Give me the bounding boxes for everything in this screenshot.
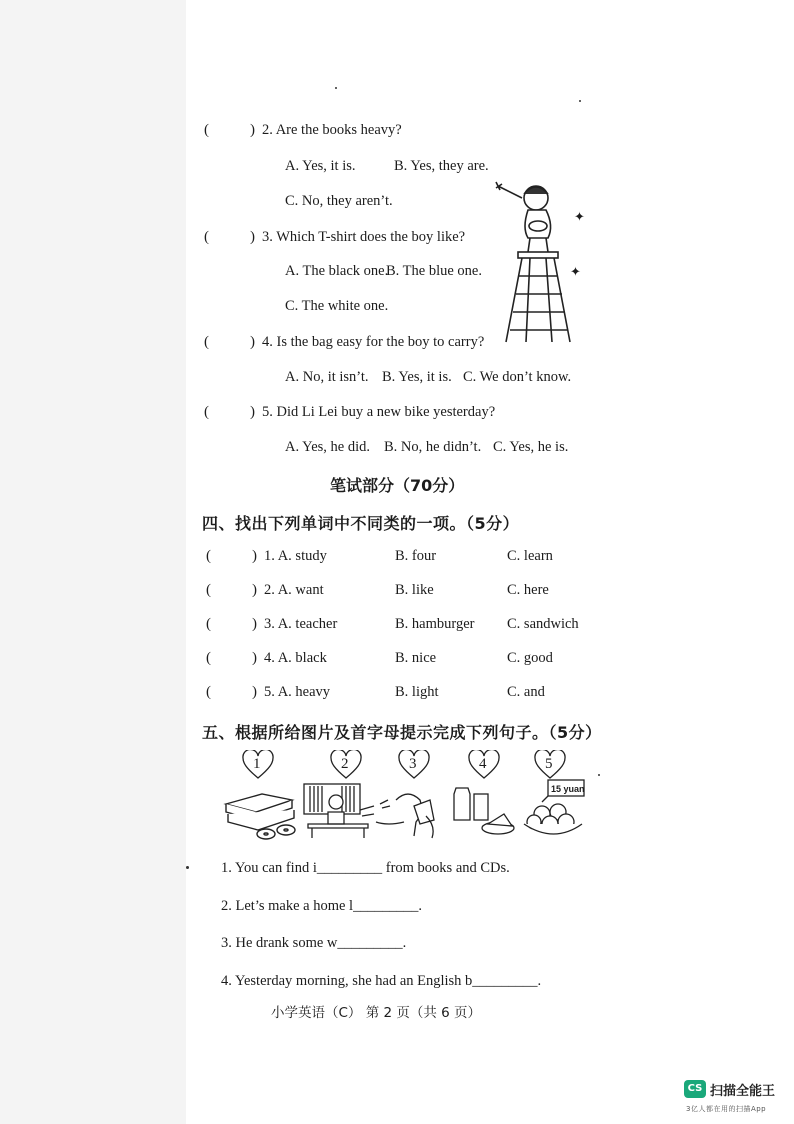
word-a: 2. A. want <box>264 582 324 598</box>
sentence-4: 4. Yesterday morning, she had an English b_________. <box>221 973 542 989</box>
camscanner-logo-icon: CS <box>684 1080 706 1098</box>
answer-paren-open: ( <box>204 229 209 245</box>
word-b: B. light <box>395 684 439 700</box>
answer-paren-open: ( <box>206 548 211 564</box>
section-4-title: 四、找出下列单词中不同类的一项。（5分） <box>202 514 520 533</box>
word-a: 1. A. study <box>264 548 327 564</box>
option-b: B. No, he didn’t. <box>384 439 482 455</box>
word-a: 3. A. teacher <box>264 616 338 632</box>
answer-paren-open: ( <box>206 684 211 700</box>
sparkle-icon: ✦ <box>574 209 585 224</box>
camscanner-tagline: 3亿人都在用的扫描App <box>686 1105 767 1113</box>
price-tag: 15 yuan <box>551 784 585 794</box>
drinking-man-picture <box>374 786 446 840</box>
scan-speck <box>579 100 581 102</box>
page-footer: 小学英语（C） 第 2 页（共 6 页） <box>271 1005 482 1021</box>
word-a: 5. A. heavy <box>264 684 331 700</box>
answer-paren-close: ) <box>250 229 255 245</box>
heart-number: 1 <box>253 756 261 772</box>
section-5-title: 五、根据所给图片及首字母提示完成下列句子。（5分） <box>202 723 602 742</box>
word-c: C. here <box>507 582 549 598</box>
scan-speck <box>186 866 189 869</box>
scan-speck <box>335 87 337 89</box>
answer-paren-close: ) <box>250 404 255 420</box>
scan-speck <box>598 774 600 776</box>
sparkle-icon: ✦ <box>570 264 581 279</box>
answer-paren-open: ( <box>206 582 211 598</box>
word-c: C. good <box>507 650 553 666</box>
heart-number: 5 <box>545 756 553 772</box>
heart-number: 2 <box>341 756 349 772</box>
sentence-2: 2. Let’s make a home l_________. <box>221 898 422 914</box>
heart-number: 4 <box>479 756 487 772</box>
answer-paren-close: ) <box>250 334 255 350</box>
option-c: C. The white one. <box>285 298 389 314</box>
written-part-title: 笔试部分（70分） <box>330 476 465 495</box>
option-c: C. We don’t know. <box>463 369 572 385</box>
option-c: C. No, they aren’t. <box>285 193 393 209</box>
breakfast-picture <box>450 780 524 840</box>
answer-paren-close: ) <box>252 650 257 666</box>
heart-number: 3 <box>409 756 417 772</box>
option-b: B. Yes, it is. <box>382 369 452 385</box>
question-2: 2. Are the books heavy? <box>262 122 402 138</box>
word-b: B. hamburger <box>395 616 475 632</box>
word-c: C. sandwich <box>507 616 579 632</box>
word-c: C. and <box>507 684 545 700</box>
option-b: B. Yes, they are. <box>394 158 489 174</box>
answer-paren-open: ( <box>204 334 209 350</box>
question-3: 3. Which T-shirt does the boy like? <box>262 229 466 245</box>
word-a: 4. A. black <box>264 650 327 666</box>
library-picture <box>302 780 376 840</box>
question-5: 5. Did Li Lei buy a new bike yesterday? <box>262 404 496 420</box>
boy-on-ladder-illustration <box>492 176 588 344</box>
option-b: B. The blue one. <box>386 263 482 279</box>
option-c: C. Yes, he is. <box>493 439 569 455</box>
word-b: B. like <box>395 582 434 598</box>
question-4: 4. Is the bag easy for the boy to carry? <box>262 334 485 350</box>
option-a: A. Yes, it is. <box>285 158 356 174</box>
answer-paren-close: ) <box>250 122 255 138</box>
word-b: B. four <box>395 548 437 564</box>
sentence-3: 3. He drank some w_________. <box>221 935 407 951</box>
answer-paren-close: ) <box>252 684 257 700</box>
answer-paren-open: ( <box>204 404 209 420</box>
answer-paren-open: ( <box>204 122 209 138</box>
books-and-cds-picture <box>222 786 302 842</box>
word-b: B. nice <box>395 650 437 666</box>
answer-paren-open: ( <box>206 650 211 666</box>
option-a: A. No, it isn’t. <box>285 369 369 385</box>
option-a: A. Yes, he did. <box>285 439 370 455</box>
camscanner-name: 扫描全能王 <box>710 1084 776 1099</box>
option-a: A. The black one. <box>285 263 389 279</box>
answer-paren-open: ( <box>206 616 211 632</box>
answer-paren-close: ) <box>252 548 257 564</box>
answer-paren-close: ) <box>252 582 257 598</box>
answer-paren-close: ) <box>252 616 257 632</box>
sentence-1: 1. You can find i_________ from books and CDs. <box>221 860 510 876</box>
word-c: C. learn <box>507 548 553 564</box>
